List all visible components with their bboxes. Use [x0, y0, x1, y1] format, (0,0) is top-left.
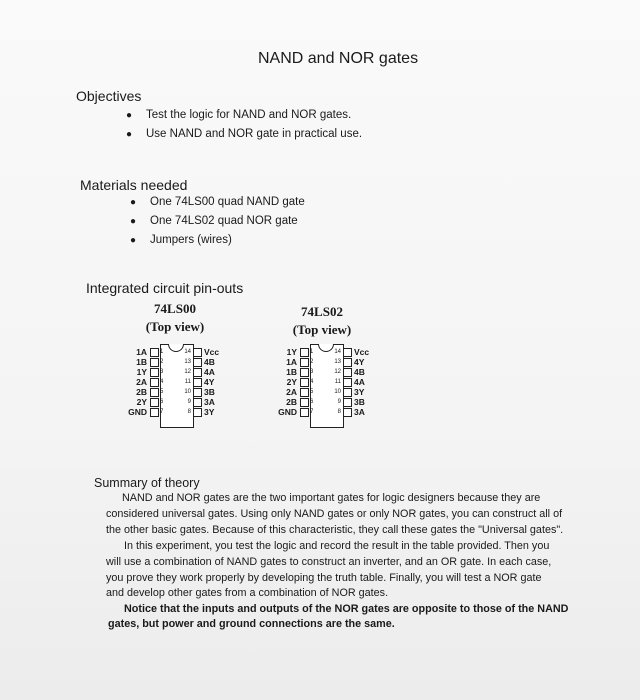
pin-label: 4B [204, 357, 215, 367]
pin-label: 4B [354, 367, 365, 377]
pin-number: 11 [184, 379, 191, 385]
page-title: NAND and NOR gates [258, 50, 419, 67]
material-item: One 74LS02 quad NOR gate [150, 215, 298, 227]
summary-line: In this experiment, you test the logic and record the result in the table provided. Then you [124, 540, 550, 552]
pin-label: 3B [354, 397, 365, 407]
pin-label: Vcc [354, 347, 370, 357]
pin-pad [193, 378, 202, 387]
pin-number: 3 [310, 369, 314, 375]
pin-label: 2A [136, 377, 147, 387]
pin-label: 4Y [204, 377, 215, 387]
pin-number: 4 [160, 379, 164, 385]
summary-note-line: gates, but power and ground connections are the same. [108, 618, 395, 630]
pin-number: 12 [184, 369, 191, 375]
chip-view-label: (Top view) [145, 319, 205, 334]
pin-label: 1B [136, 357, 147, 367]
pin-number: 13 [184, 359, 191, 365]
chip-view-label: (Top view) [292, 322, 352, 337]
summary-line: the other basic gates. Because of this characteristic, they call these gates the "Universal gates". [106, 524, 564, 536]
right-pin-labels [354, 347, 380, 417]
pin-pad [193, 388, 202, 397]
right-pin-numbers [178, 347, 191, 417]
summary-line: NAND and NOR gates are the two important gates for logic designers because they are [122, 492, 541, 504]
pin-number: 11 [334, 379, 341, 385]
bullet-icon: ● [126, 110, 133, 121]
pin-pad [343, 368, 352, 377]
pin-label: Vcc [204, 347, 220, 357]
left-pin-labels [125, 347, 147, 417]
pin-label: 1A [136, 347, 147, 357]
pin-number: 6 [310, 399, 314, 405]
pin-label: 4A [204, 367, 215, 377]
summary-line: will use a combination of NAND gates to construct an inverter, and an OR gate. In each case, [106, 556, 552, 568]
chip-name: 74LS02 [301, 304, 343, 319]
pin-pad [193, 408, 202, 417]
left-pin-numbers [310, 347, 322, 417]
pin-number: 8 [187, 409, 191, 415]
pinouts-heading: Integrated circuit pin-outs [86, 280, 244, 296]
pin-pad [193, 398, 202, 407]
bullet-icon: ● [130, 216, 137, 227]
bullet-icon: ● [130, 197, 137, 208]
material-item: One 74LS00 quad NAND gate [150, 196, 305, 208]
pin-pad [300, 378, 309, 387]
pin-number: 1 [310, 349, 314, 355]
pin-pad [300, 388, 309, 397]
pin-label: 1Y [136, 367, 147, 377]
pin-pad [150, 368, 159, 377]
pin-number: 9 [337, 399, 341, 405]
pin-pad [343, 348, 352, 357]
pin-label: 2B [136, 387, 147, 397]
material-item: Jumpers (wires) [150, 234, 232, 246]
pin-pad [150, 398, 159, 407]
pin-pad [193, 358, 202, 367]
pin-number: 14 [334, 349, 341, 355]
pin-number: 7 [310, 409, 314, 415]
pin-number: 2 [160, 359, 164, 365]
summary-line: you prove they work properly by developing the truth table. Finally, you will test a NOR gate [106, 572, 542, 584]
pin-label: 1B [286, 367, 297, 377]
pin-label: 3Y [354, 387, 365, 397]
pin-label: 2B [286, 397, 297, 407]
pin-pad [150, 388, 159, 397]
pin-pad [300, 408, 309, 417]
objective-item: Use NAND and NOR gate in practical use. [146, 128, 363, 140]
pin-label: 3A [354, 407, 365, 417]
pin-label: 4Y [354, 357, 365, 367]
pin-label: 1Y [286, 347, 297, 357]
left-pin-numbers [160, 347, 172, 417]
right-pin-numbers [328, 347, 341, 417]
summary-note-line: Notice that the inputs and outputs of the NOR gates are opposite to those of the NAND [124, 603, 569, 615]
pin-label: 2Y [136, 397, 147, 407]
pin-pad [300, 398, 309, 407]
pin-label: 3B [204, 387, 215, 397]
bullet-icon: ● [130, 235, 137, 246]
pin-pad [150, 358, 159, 367]
pin-number: 13 [334, 359, 341, 365]
pin-pad [150, 378, 159, 387]
pin-number: 3 [160, 369, 164, 375]
pin-number: 10 [184, 389, 191, 395]
pin-pad [193, 348, 202, 357]
pin-number: 12 [334, 369, 341, 375]
pin-pad [343, 398, 352, 407]
summary-line: and develop other gates from a combination of NOR gates. [106, 587, 389, 599]
materials-heading: Materials needed [80, 177, 188, 193]
pin-number: 2 [310, 359, 314, 365]
pin-label: GND [128, 407, 147, 417]
pin-label: 3Y [204, 407, 215, 417]
pin-number: 14 [184, 349, 191, 355]
bullet-icon: ● [126, 129, 133, 140]
pin-pad [300, 358, 309, 367]
pin-number: 1 [160, 349, 164, 355]
pin-number: 7 [160, 409, 164, 415]
pin-number: 6 [160, 399, 164, 405]
pin-pad [300, 348, 309, 357]
pin-pad [343, 388, 352, 397]
pin-pad [343, 408, 352, 417]
pin-pad [150, 408, 159, 417]
pin-label: 1A [286, 357, 297, 367]
pin-label: 2A [286, 387, 297, 397]
pin-pad [193, 368, 202, 377]
pin-number: 10 [334, 389, 341, 395]
pin-label: 3A [204, 397, 215, 407]
pin-label: 4A [354, 377, 365, 387]
objective-item: Test the logic for NAND and NOR gates. [146, 109, 352, 121]
pin-pad [343, 358, 352, 367]
objectives-heading: Objectives [76, 88, 142, 104]
pin-label: 2Y [286, 377, 297, 387]
pin-number: 5 [310, 389, 314, 395]
left-pin-labels [275, 347, 297, 417]
pin-number: 4 [310, 379, 314, 385]
pin-pad [150, 348, 159, 357]
summary-line: considered universal gates. Using only NAND gates or only NOR gates, you can construct all of [106, 508, 563, 520]
pin-number: 8 [337, 409, 341, 415]
pin-number: 9 [187, 399, 191, 405]
pin-label: GND [278, 407, 297, 417]
pin-number: 5 [160, 389, 164, 395]
pin-pad [343, 378, 352, 387]
summary-heading: Summary of theory [94, 476, 200, 490]
right-pin-labels [204, 347, 230, 417]
pin-pad [300, 368, 309, 377]
chip-name: 74LS00 [154, 301, 196, 316]
